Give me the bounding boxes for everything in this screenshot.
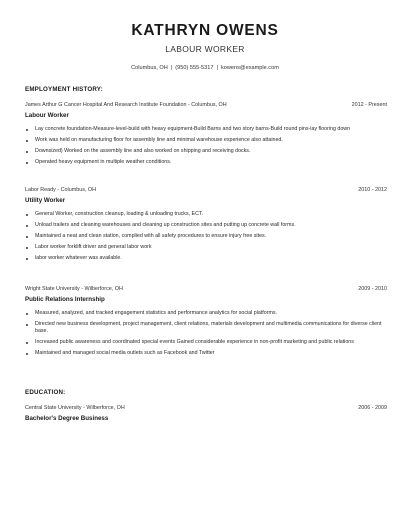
bullet-item: Work was held on manufacturing floor for assembly line and minimal warehouse experience also attained. xyxy=(25,137,387,144)
job-employer: Labor Ready - Columbus, OH xyxy=(25,187,97,193)
education-school: Central State University - Wilberforce, OH xyxy=(25,405,125,411)
candidate-name: KATHRYN OWENS xyxy=(131,22,279,39)
job-entry xyxy=(25,286,387,361)
job-role: Labour Worker xyxy=(25,112,69,119)
bullet-item: Directed new business development, project management, client relations, materials development and multimedia communications for diverse client base. xyxy=(25,321,387,335)
contact-phone: (950) 555-5317 xyxy=(175,65,214,71)
bullet-item: Increased public awareness and coordinated special events Gained considerable experience in non-profit marketing and public relations xyxy=(25,339,387,346)
bullet-item: Downsized) Worked on the assembly line and also worked on shipping and receiving docks. xyxy=(25,148,387,155)
job-entry xyxy=(25,187,387,266)
bullet-item: Operated heavy equipment in multiple weather conditions. xyxy=(25,159,387,166)
bullet-item: Maintained a neat and clean station, complied with all safety procedures to ensure injury free sites. xyxy=(25,233,387,240)
job-bullets xyxy=(25,126,387,166)
bullet-item: labor worker whatever was available. xyxy=(25,255,387,262)
job-dates: 2010 - 2012 xyxy=(358,187,387,193)
job-entry xyxy=(25,102,387,170)
contact-separator: | xyxy=(216,65,218,71)
education-dates: 2006 - 2009 xyxy=(358,405,387,411)
education-heading: EDUCATION: xyxy=(25,389,66,396)
resume-header xyxy=(0,0,410,72)
job-header xyxy=(25,286,387,293)
job-role: Public Relations Internship xyxy=(25,296,105,303)
candidate-title: LABOUR WORKER xyxy=(165,44,245,54)
contact-line xyxy=(0,65,410,72)
education-section xyxy=(25,389,387,397)
bullet-item: General Worker, construction cleanup, loading & unloading trucks, ECT. xyxy=(25,211,387,218)
bullet-item: Labor worker forklift driver and general labor work xyxy=(25,244,387,251)
job-role: Utility Worker xyxy=(25,197,66,204)
education-header xyxy=(25,405,387,412)
job-bullets xyxy=(25,310,387,357)
job-employer: James Arthur G Cancer Hospital And Research Institute Foundation - Columbus, OH xyxy=(25,102,227,108)
employment-heading: EMPLOYMENT HISTORY: xyxy=(25,86,103,93)
bullet-item: Measured, analyzed, and tracked engagement statistics and performance analytics for social platforms. xyxy=(25,310,387,317)
employment-section xyxy=(25,86,387,94)
job-header xyxy=(25,102,387,109)
job-employer: Wright State University - Wilberforce, OH xyxy=(25,286,123,292)
education-entry xyxy=(25,405,387,423)
contact-email[interactable]: kowens@example.com xyxy=(220,65,279,71)
bullet-item: Unload trailers and cleaning warehouses and cleaning up construction sites and putting up concrete wall forms. xyxy=(25,222,387,229)
bullet-item: Lay concrete foundation-Measure-level-build with heavy equipment-Build Barns and two story barns-Build round pins-lay flooring down xyxy=(25,126,387,133)
job-dates: 2012 - Present xyxy=(351,102,387,108)
contact-location: Columbus, OH xyxy=(131,65,168,71)
job-dates: 2009 - 2010 xyxy=(358,286,387,292)
job-header xyxy=(25,187,387,194)
contact-separator: | xyxy=(170,65,173,71)
job-bullets xyxy=(25,211,387,262)
education-degree: Bachelor's Degree Business xyxy=(25,415,109,422)
bullet-item: Maintained and managed social media outlets such as Facebook and Twitter xyxy=(25,350,387,357)
